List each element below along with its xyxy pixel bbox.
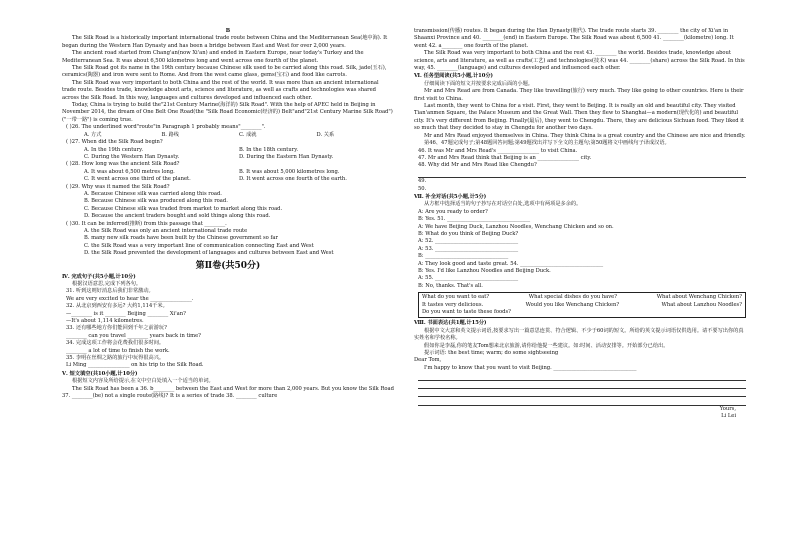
letter-opening: I'm happy to know that you want to visit Beijing. ________________________________	[424, 364, 637, 371]
answer-option[interactable]: A. It was about 6,500 metres long.	[84, 168, 175, 175]
paragraph: The Silk Road is a historically important international trade route between China and the Mediterranean Sea(地中海). It began during the Western Han Dynasty and has been a bridge between East and West for over 2,000 years.	[62, 35, 388, 49]
answer-option[interactable]: D. Because the ancient traders bought and sold things along this road.	[84, 213, 271, 220]
letter-closing: Yours,	[719, 405, 736, 412]
option-row	[62, 132, 394, 139]
task-question: 49.	[418, 178, 427, 185]
sentence-english: ________ can you travel ________ years back in time?	[66, 332, 201, 339]
task-question: 50.	[418, 185, 427, 192]
question-stem: ( )26. The underlined word"route"in Paragraph 1 probably means"________".	[66, 124, 266, 131]
sentence-english: Li Ming ________________ on his trip to the Silk Road.	[66, 362, 204, 369]
section-instruction: 从方框中选择适当的句子抄写在对话空白处,选项中有两项是多余的。	[424, 201, 582, 208]
dialogue-line: B: What do you think of Beijing Duck?	[418, 230, 519, 237]
option-box-item: What about Wenchang Chicken?	[656, 294, 742, 301]
sentence-english: —It's about 1,114 kilometres.	[66, 318, 144, 325]
task-instruction: 第46、47题完成句子;第48题回答问题;第49题找出并写下全文的主题句;第50题将文中画线句子译成汉语。	[424, 140, 670, 147]
writing-line[interactable]	[418, 372, 746, 380]
section-instruction: 根据中文大意和英文提示词语,按要求写出一篇意思连贯、符合逻辑、不少于60词的短文。所给的英文提示词语仅供选用。请不要写出你的真实姓名和学校名称。	[414, 327, 744, 342]
answer-option[interactable]: A. the Silk Road was only an ancient international trade route	[84, 227, 248, 234]
question-stem: ( )28. How long was the ancient Silk Road?	[66, 161, 180, 168]
reading-paragraph: Last month, they went to China for a visit. First, they went to Beijing. It is really an old and beautiful city. They visited Tian'anmen Square, the Palace Museum and the Great Wall. Then they flew to Shanghai—a modern(现代化的) and beautiful city. It's very different from Beijing. Finally(最后), they went to Chengdu. There, they are delicious Sichuan food. They liked it so much that they decided to stay in Chengdu for another two days.	[414, 103, 745, 132]
option-box	[418, 292, 746, 318]
letter-salutation: Dear Tom,	[414, 357, 442, 364]
dialogue-line: B: ________________________________	[418, 253, 509, 260]
section-title: Ⅷ. 书面表达(共1题,计15分)	[414, 320, 487, 327]
sentence-chinese: 34. 完成这项工作将会花费我们很多时间。	[66, 340, 165, 347]
answer-option[interactable]: C. During the Western Han Dynasty.	[84, 153, 180, 160]
answer-option[interactable]: D. the Silk Road prevented the development of languages and cultures between East and West	[84, 250, 334, 257]
task-question: 47. Mr and Mrs Read think that Beijing is an ________________ city.	[418, 154, 592, 161]
option-box-row	[422, 294, 742, 301]
cloze-paragraph: The Silk Road was very important to both China and the rest 43. ________ the world. Besides trade, knowledge about science, arts and literature, as well as crafts(工艺) and technologies(技术) was 44. ________(share) across the Silk Road. In this way, 45. ________(language) and cultures developed and influenced each other.	[414, 50, 745, 72]
option-box-item: What do you want to eat?	[422, 294, 490, 301]
answer-option[interactable]: C. 成就	[239, 131, 257, 138]
section-title: Ⅶ. 补全对话(共5小题,计5分)	[414, 193, 487, 200]
option-box-row	[422, 302, 742, 309]
sentence-chinese: 32. 从北京到西安有多远? 大约1,114千米。	[66, 303, 168, 310]
reading-paragraph: Mr and Mrs Read are from Canada. They like travelling(旅行) very much. They like going to other countries. Here is their first visit to China.	[414, 88, 744, 102]
answer-option[interactable]: B. In the 18th century.	[239, 146, 299, 153]
section-title: Ⅵ. 任务型阅读(共5小题,计10分)	[414, 73, 493, 80]
section-title: Ⅳ. 完成句子(共5小题,计10分)	[62, 273, 136, 280]
writing-task: 假如你是李磊,你的笔友Tom想来北京旅游,请你给他提一些建议。如:时间、活动安排等。开始部分已给出。	[424, 342, 669, 349]
option-box-item: Do you want to taste these foods?	[422, 309, 511, 316]
answer-option[interactable]: D. It went across one fourth of the earth.	[239, 176, 347, 183]
section-title: Ⅴ. 短文填空(共10小题,计10分)	[62, 370, 138, 377]
answer-option[interactable]: B. 路线	[161, 131, 179, 138]
answer-option[interactable]: A. In the 19th century.	[84, 146, 144, 153]
writing-line[interactable]	[418, 389, 746, 397]
hint-words: 提示词语: the best time; warm; do some sightseeing	[424, 350, 559, 357]
answer-option[interactable]: C. the Silk Road was a very important line of communication connecting East and West	[84, 242, 314, 249]
writing-line[interactable]	[418, 381, 746, 389]
writing-line[interactable]	[418, 397, 746, 405]
section-instruction: 根据短文内容及所给提示,在文中空白处填入一个适当的单词。	[72, 378, 214, 385]
paragraph: The Silk Road got its name in the 19th century because Chinese silk used to be carried along this road. Silk, jade(玉石), ceramics(陶器) and iron were sent to Rome. And from the west came glass, gems(宝石) and food like carrots.	[62, 65, 387, 79]
answer-option[interactable]: C. Because Chinese silk was traded from market to market along this road.	[84, 205, 283, 212]
sentence-english: ________ a lot of time to finish the work.	[66, 347, 170, 354]
sentence-chinese: 33. 还有哪些地方你们能回到千年之前游玩?	[66, 325, 167, 332]
answer-option[interactable]: B. It was about 5,000 kilometres long.	[239, 168, 340, 175]
dialogue-line: A: Are you ready to order?	[418, 208, 488, 215]
question-stem: ( )27. When did the Silk Road begin?	[66, 139, 163, 146]
paragraph: The Silk Road was very important to both China and the rest of the world. It was more than an ancient international trade route. Besides trade, knowledge about arts, science and literature, as well as crafts and technologies was shared across the Silk Road. In this way, languages and cultures developed and influenced each other.	[62, 79, 379, 101]
dialogue-line: A: 55. ________________________________	[418, 275, 519, 282]
letter-signature: Li Lei	[721, 413, 736, 420]
question-list	[62, 124, 394, 257]
answer-option[interactable]: D. 关系	[316, 131, 335, 138]
answer-option[interactable]: A. 方式	[84, 131, 102, 138]
cloze-paragraph: transmission(传播) routes. It began during the Han Dynasty(朝代). The trade route starts 39. ________ the city of Xi'an in Shaanxi Province and 40. ________(end) in Eastern Europe. The Silk Road was about 6,500 41. ________(kilometre) long. It went 42. a________ one fourth of the planet.	[414, 28, 734, 49]
question-stem: ( )30. It can be inferred(推断) from this passage that ________.	[66, 220, 227, 227]
task-question: 48. Why did Mr and Mrs Read like Chengdu?	[418, 162, 537, 169]
option-box-item: What about Lanzhou Noodles?	[661, 301, 742, 308]
right-column	[414, 28, 746, 421]
dialogue-line: A: We have Beijing Duck, Lanzhou Noodles, Wenchang Chicken and so on.	[418, 223, 614, 230]
answer-option[interactable]: C. It went across one third of the planet.	[84, 176, 191, 183]
answer-option[interactable]: A. Because Chinese silk was carried along this road.	[84, 190, 222, 197]
passage-title: B	[225, 28, 231, 34]
paragraph: The ancient road started from Chang'an(now Xi'an) and ended in Eastern Europe, near today's Turkey and the Mediterranean Sea. It was about 6,500 kilometres long and went across one fourth of the planet.	[62, 50, 364, 64]
sentence-english: We are very excited to hear the ________________.	[66, 295, 194, 302]
part-two-title: 第Ⅱ卷(共50分)	[195, 260, 261, 271]
answer-option[interactable]: B. Because Chinese silk was produced along this road.	[84, 198, 228, 205]
left-column	[62, 28, 394, 401]
sentence-chinese: 31. 听到这则好消息后我们非常激动。	[66, 288, 154, 295]
dialogue-line: B: Yes. 51. ________________________________	[418, 216, 531, 223]
dialogue	[414, 209, 746, 290]
cloze-paragraph: The Silk Road has been a 36. b________ between the East and West for more than 2,000 years. But you know the Silk Road 37. ________(be) not a single route(路线)? It is a series of trade 38. ________ culture	[62, 385, 394, 400]
answer-line[interactable]	[418, 170, 746, 178]
sentence-english: —________ is it ________ Beijing ________ Xi'an?	[66, 310, 186, 317]
answer-option[interactable]: B. many new silk roads have been built by the Chinese government so far	[84, 235, 278, 242]
answer-option[interactable]: D. During the Eastern Han Dynasty.	[239, 153, 334, 160]
dialogue-line: A: They look good and taste great. 54. ________________________________	[418, 260, 604, 267]
option-row	[62, 169, 394, 176]
option-row	[62, 147, 394, 154]
reading-paragraph: Mr and Mrs Read enjoyed themselves in China. They think China is a great country and the Chinese are nice and friendly.	[424, 132, 746, 139]
section-instruction: 根据汉语意思,完成下列各句。	[72, 281, 142, 287]
sentence-chinese: 35. 李明在丝绸之路的旅行中玩得很高兴。	[66, 355, 165, 362]
dialogue-line: B: No, thanks. That's all.	[418, 282, 483, 289]
option-box-item: It tastes very delicious.	[422, 301, 484, 308]
dialogue-line: A: 53. ________________________________	[418, 245, 519, 252]
paragraph: Today, China is trying to build the"21st Century Marine(海洋的) Silk Road". With the help of APEC held in Beijing in November 2014, the dream of One Belt One Road(the "Silk Road Economic(经济的) Belt"and"21st Century Marine Silk Road")("一带一路") is coming true.	[62, 102, 393, 123]
option-row	[62, 176, 394, 183]
option-box-item: Would you like Wenchang Chicken?	[525, 301, 620, 308]
question-stem: ( )29. Why was it named the Silk Road?	[66, 183, 170, 190]
dialogue-line: A: 52. ________________________________	[418, 238, 519, 245]
dialogue-line: B: Yes. I'd like Lanzhou Noodles and Beijing Duck.	[418, 267, 551, 274]
section-instruction: 仔细阅读下面的短文并按要求完成后面的小题。	[424, 80, 533, 87]
option-box-item: What special dishes do you have?	[528, 294, 618, 301]
task-question: 46. It was Mr and Mrs Read's ________________ to visit China.	[418, 147, 578, 154]
